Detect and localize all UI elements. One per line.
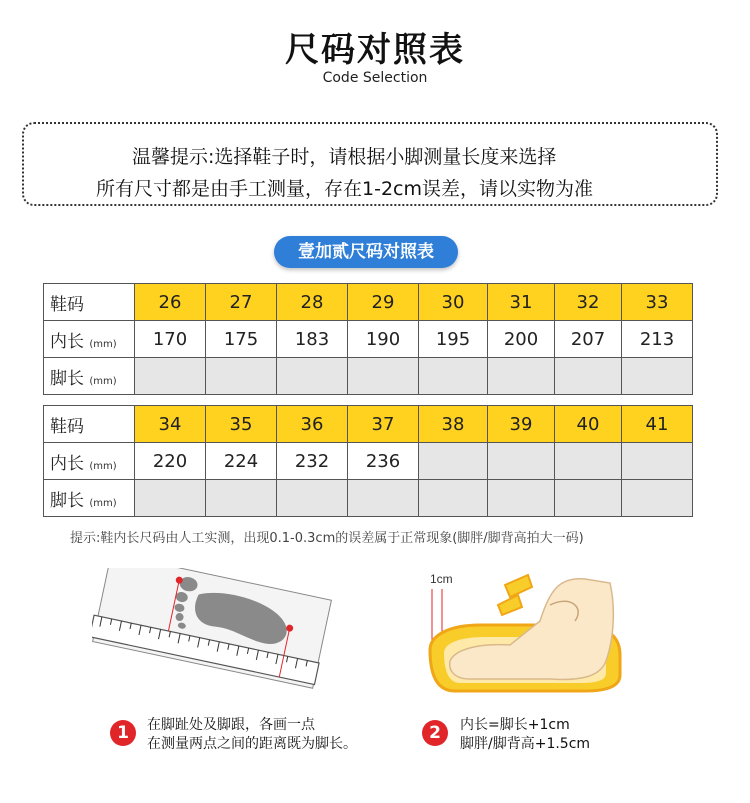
inner-cell bbox=[622, 443, 693, 480]
unit-label: (mm) bbox=[89, 460, 117, 472]
size-table-2 bbox=[43, 405, 693, 517]
notice-line-1: 温馨提示:选择鞋子时，请根据小脚测量长度来选择 bbox=[132, 146, 557, 168]
foot-cell bbox=[555, 358, 622, 395]
foot-label: 脚长 bbox=[50, 490, 84, 511]
inner-length-row bbox=[44, 443, 693, 480]
step-2-line-1: 内长=脚长+1cm bbox=[460, 717, 570, 733]
foot-cell bbox=[488, 480, 555, 517]
inner-label: 内长 bbox=[50, 453, 84, 474]
inner-cell: 170 bbox=[135, 321, 206, 358]
foot-label: 脚长 bbox=[50, 368, 84, 389]
foot-cell bbox=[419, 480, 488, 517]
row-label-foot bbox=[44, 480, 135, 517]
foot-cell bbox=[277, 358, 348, 395]
size-table-1 bbox=[43, 283, 693, 395]
row-label-size: 鞋码 bbox=[44, 406, 135, 443]
foot-cell bbox=[348, 480, 419, 517]
inner-cell bbox=[555, 443, 622, 480]
one-cm-label: 1cm bbox=[430, 572, 453, 586]
size-cell: 27 bbox=[206, 284, 277, 321]
inner-length-row bbox=[44, 321, 693, 358]
foot-cell bbox=[622, 358, 693, 395]
size-row bbox=[44, 284, 693, 321]
foot-in-shoe-illustration bbox=[410, 565, 640, 695]
step-1-caption bbox=[147, 716, 357, 754]
foot-length-row bbox=[44, 358, 693, 395]
unit-label: (mm) bbox=[89, 338, 117, 350]
inner-cell: 224 bbox=[206, 443, 277, 480]
size-cell: 33 bbox=[622, 284, 693, 321]
section-pill: 壹加贰尺码对照表 bbox=[274, 236, 458, 268]
unit-label: (mm) bbox=[89, 375, 117, 387]
size-cell: 41 bbox=[622, 406, 693, 443]
size-cell: 35 bbox=[206, 406, 277, 443]
size-cell: 34 bbox=[135, 406, 206, 443]
row-label-foot bbox=[44, 358, 135, 395]
size-cell: 29 bbox=[348, 284, 419, 321]
size-cell: 32 bbox=[555, 284, 622, 321]
notice-line-2: 所有尺寸都是由手工测量，存在1-2cm误差，请以实物为准 bbox=[96, 178, 593, 200]
foot-cell bbox=[135, 358, 206, 395]
size-cell: 31 bbox=[488, 284, 555, 321]
page-subtitle: Code Selection bbox=[322, 70, 428, 86]
size-cell: 39 bbox=[488, 406, 555, 443]
foot-cell bbox=[277, 480, 348, 517]
inner-cell: 190 bbox=[348, 321, 419, 358]
size-row bbox=[44, 406, 693, 443]
inner-cell: 213 bbox=[622, 321, 693, 358]
foot-cell bbox=[135, 480, 206, 517]
inner-cell: 183 bbox=[277, 321, 348, 358]
inner-cell bbox=[419, 443, 488, 480]
notice-box bbox=[22, 122, 718, 206]
foot-cell bbox=[555, 480, 622, 517]
inner-cell: 232 bbox=[277, 443, 348, 480]
step-2-caption bbox=[460, 716, 590, 754]
size-cell: 28 bbox=[277, 284, 348, 321]
foot-cell bbox=[206, 480, 277, 517]
measurement-tip: 提示:鞋内长尺码由人工实测，出现0.1-0.3cm的误差属于正常现象(脚胖/脚背高拍大一码) bbox=[70, 531, 584, 546]
step-2-line-2: 脚胖/脚背高+1.5cm bbox=[460, 736, 591, 752]
step-1-line-1: 在脚趾处及脚跟，各画一点 bbox=[147, 717, 315, 733]
step-2-badge: 2 bbox=[422, 720, 448, 746]
inner-label: 内长 bbox=[50, 331, 84, 352]
size-cell: 36 bbox=[277, 406, 348, 443]
size-cell: 38 bbox=[419, 406, 488, 443]
size-cell: 26 bbox=[135, 284, 206, 321]
page-title: 尺码对照表 bbox=[285, 30, 465, 70]
unit-label: (mm) bbox=[89, 497, 117, 509]
row-label-size: 鞋码 bbox=[44, 284, 135, 321]
step-1-line-2: 在测量两点之间的距离既为脚长。 bbox=[147, 736, 357, 752]
inner-cell: 175 bbox=[206, 321, 277, 358]
foot-ruler-illustration bbox=[92, 568, 332, 703]
inner-cell: 236 bbox=[348, 443, 419, 480]
size-cell: 30 bbox=[419, 284, 488, 321]
foot-cell bbox=[206, 358, 277, 395]
foot-cell bbox=[348, 358, 419, 395]
step-1-badge: 1 bbox=[110, 720, 136, 746]
foot-cell bbox=[622, 480, 693, 517]
row-label-inner bbox=[44, 443, 135, 480]
inner-cell: 200 bbox=[488, 321, 555, 358]
size-cell: 40 bbox=[555, 406, 622, 443]
inner-cell: 220 bbox=[135, 443, 206, 480]
foot-cell bbox=[419, 358, 488, 395]
inner-cell: 195 bbox=[419, 321, 488, 358]
inner-cell: 207 bbox=[555, 321, 622, 358]
size-cell: 37 bbox=[348, 406, 419, 443]
foot-cell bbox=[488, 358, 555, 395]
inner-cell bbox=[488, 443, 555, 480]
foot-length-row bbox=[44, 480, 693, 517]
row-label-inner bbox=[44, 321, 135, 358]
